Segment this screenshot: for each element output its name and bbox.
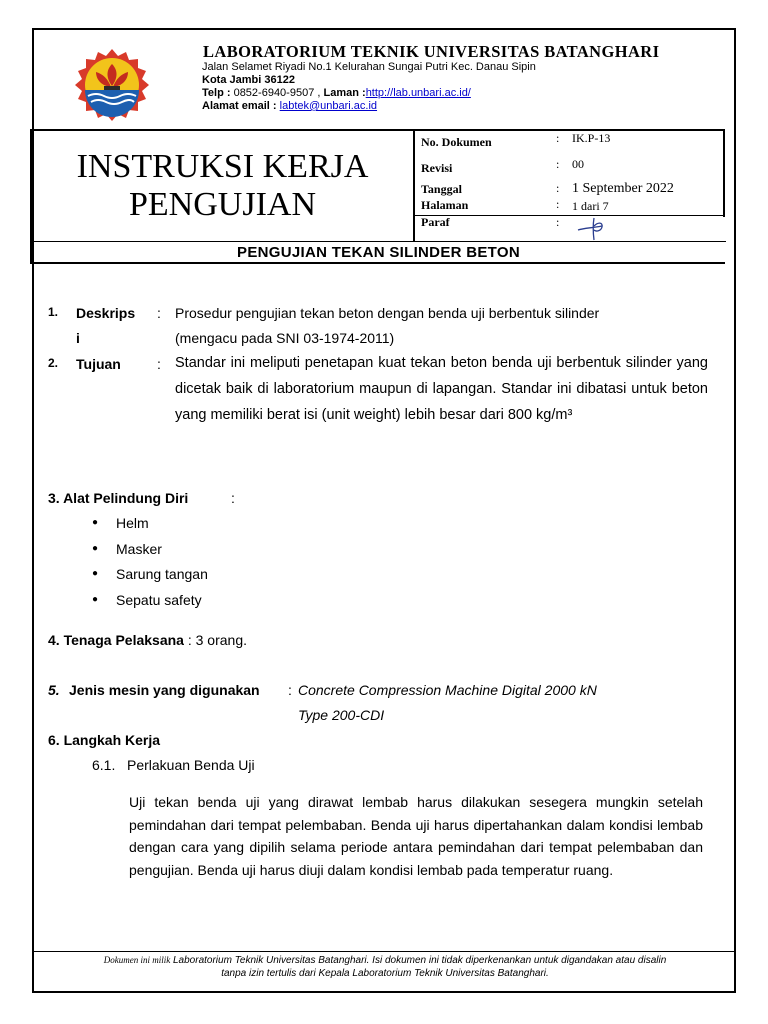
langkah-label: Langkah Kerja <box>63 732 161 748</box>
section-number: 2. <box>48 356 59 370</box>
tenaga-value: : 3 orang. <box>183 632 247 648</box>
deskripsi-label-wrap: i <box>76 330 80 346</box>
tanggal-value: 1 September 2022 <box>572 181 674 196</box>
deskripsi-text-2: (mengacu pada SNI 03-1974-2011) <box>175 330 395 346</box>
revisi-value: 00 <box>572 157 584 171</box>
no-dokumen-label: No. Dokumen <box>421 135 492 149</box>
footer-divider <box>34 951 734 952</box>
deskripsi-label: Deskrips <box>76 305 136 321</box>
tujuan-text: Standar ini meliputi penetapan kuat tekan beton benda uji berbentuk silinder yang dicetak baik di laboratorium maupun di lapangan. Standar ini dibatasi untuk beton yang memiliki berat isi (unit weight) lebih besar dari 800 kg/m³ <box>175 355 708 423</box>
section-number: 3. <box>48 490 60 506</box>
list-item: Sarung tangan <box>116 566 208 582</box>
revisi-label: Revisi <box>421 161 453 175</box>
laman-label: Laman : <box>323 87 366 99</box>
colon: : <box>231 490 235 506</box>
footer-prefix: Dokumen ini milik <box>103 955 171 965</box>
lab-address: Jalan Selamet Riyadi No.1 Kelurahan Sungai Putri Kec. Danau Sipin <box>202 61 536 73</box>
bullet-icon: ● <box>92 517 99 528</box>
section-6-heading <box>48 732 160 748</box>
signature <box>576 214 610 242</box>
list-item: Helm <box>116 515 149 531</box>
subsection-label: Perlakuan Benda Uji <box>127 757 255 773</box>
section-number: 1. <box>48 305 59 319</box>
telp-label: Telp : <box>202 87 231 99</box>
email-link[interactable]: labtek@unbari.ac.id <box>279 100 378 112</box>
halaman-label: Halaman <box>421 198 469 212</box>
lab-email-line <box>202 100 377 113</box>
colon: : <box>157 305 161 321</box>
perlakuan-paragraph: Uji tekan benda uji yang dirawat lembab harus dilakukan sesegera mungkin setelah pemindahan dari tempat pelembaban. Benda uji harus dipertahankan dalam kondisi lembab dengan cara yang dipilih selama periode antara pemindahan dari tempat pelembaban dan pengujian. Benda uji harus diuji dalam kondisi lembab pada temperatur ruang. <box>129 794 703 878</box>
tujuan-label: Tujuan <box>76 356 121 372</box>
section-number: 5. <box>48 682 60 698</box>
lab-city: Kota Jambi 36122 <box>202 74 295 86</box>
title-line-1: INSTRUKSI KERJA <box>76 148 369 185</box>
section-3-heading <box>48 490 188 506</box>
document-subtitle: PENGUJIAN TEKAN SILINDER BETON <box>237 244 520 261</box>
subsection-number: 6.1. <box>92 757 116 773</box>
colon: : <box>556 181 560 195</box>
colon: : <box>157 356 161 372</box>
section-number: 4. <box>48 632 60 648</box>
table-divider <box>415 215 725 216</box>
deskripsi-text-1: Prosedur pengujian tekan beton dengan benda uji berbentuk silinder <box>175 305 600 321</box>
university-logo <box>66 46 158 126</box>
paraf-label: Paraf <box>421 215 450 229</box>
mesin-value-2: Type 200-CDI <box>298 707 385 723</box>
halaman-value: 1 dari 7 <box>572 199 609 213</box>
lab-name: LABORATORIUM TEKNIK UNIVERSITAS BATANGHARI <box>203 42 660 61</box>
email-label: Alamat email : <box>202 100 277 112</box>
section-4-line <box>48 632 247 648</box>
lab-contact-line <box>202 87 471 100</box>
bullet-icon: ● <box>92 594 99 605</box>
colon: : <box>556 157 560 171</box>
title-line-2: PENGUJIAN <box>129 186 316 223</box>
footer-note <box>36 954 734 980</box>
colon: : <box>556 215 560 229</box>
telp-value: 0852-6940-9507 , <box>230 87 321 99</box>
table-divider <box>32 241 726 242</box>
list-item: Sepatu safety <box>116 592 202 608</box>
footer-line-1: Laboratorium Teknik Universitas Batanghari. Isi dokumen ini tidak diperkenankan untuk digandakan atau disalin <box>170 955 667 966</box>
document-title <box>34 148 411 224</box>
tenaga-label: Tenaga Pelaksana <box>63 632 184 648</box>
laman-link[interactable]: http://lab.unbari.ac.id/ <box>365 87 471 99</box>
section-number: 6. <box>48 732 60 748</box>
colon: : <box>288 682 292 698</box>
bullet-icon: ● <box>92 543 99 554</box>
mesin-value-1: Concrete Compression Machine Digital 2000 kN <box>298 682 597 698</box>
table-border <box>723 129 725 217</box>
footer-line-2: tanpa izin tertulis dari Kepala Laboratorium Teknik Universitas Batanghari. <box>221 968 549 979</box>
apd-label: Alat Pelindung Diri <box>63 490 189 506</box>
no-dokumen-value: IK.P-13 <box>572 131 611 145</box>
bullet-icon: ● <box>92 568 99 579</box>
colon: : <box>556 131 560 145</box>
colon: : <box>556 197 560 211</box>
tanggal-label: Tanggal <box>421 182 462 196</box>
table-divider <box>413 131 415 241</box>
mesin-label: Jenis mesin yang digunakan <box>69 682 260 698</box>
list-item: Masker <box>116 541 162 557</box>
